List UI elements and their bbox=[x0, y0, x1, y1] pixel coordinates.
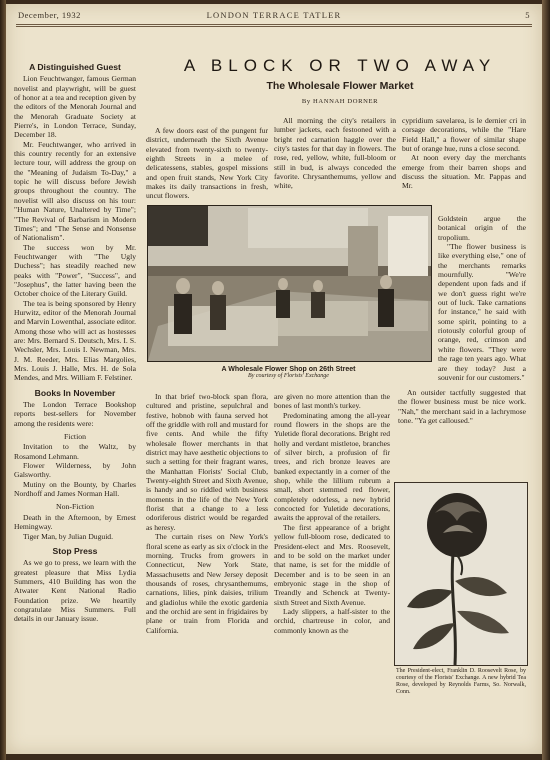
page-edge bbox=[542, 0, 550, 760]
header-rule bbox=[16, 24, 532, 25]
article-column-3-top bbox=[402, 116, 526, 191]
magazine-name: LONDON TERRACE TATLER bbox=[206, 10, 342, 20]
book-item: Tiger Man, by Julian Duguid. bbox=[23, 531, 114, 541]
books-intro: The London Terrace Bookshop reports best-sellers for November among the residents were: bbox=[14, 400, 136, 428]
books-heading: Books In November bbox=[34, 387, 116, 398]
book-item: Flower Wilderness, by John Galsworthy. bbox=[14, 461, 136, 480]
header-rule-thin bbox=[16, 26, 532, 27]
article-paragraph: Goldstein argue the botanical origin of the tropolium. bbox=[438, 214, 526, 242]
flower-shop-photo bbox=[147, 205, 432, 362]
article-column-1-top bbox=[146, 116, 268, 201]
book-item: Invitation to the Waltz, by Rosamond Lehmann. bbox=[14, 442, 136, 461]
stop-press-text: As we go to press, we learn with the greatest pleasure that Miss Lydia Summers, 410 Building has won the Atwater Kent National Radio Foundation prize. We heartily congratulate Miss Summers. Full details in our January issue. bbox=[14, 558, 136, 624]
left-column bbox=[14, 60, 136, 624]
article-paragraph: At noon every day the merchants emerge from their barren shops and discuss the situation. Mr. Pappas and Mr. bbox=[402, 153, 526, 191]
article-paragraph: "The flower business is like everything else," one of the merchants remarks mournfully. "We're dependent upon fads and if we don't guess right we're out of luck. Take carnations for instance," he said with some spirit, pointing to a riotously colorful group of orange, red, crimson and white flowers. "They were the rage ten years ago. What are they today? Just a souvenir for our customers." bbox=[438, 242, 526, 382]
photo-caption bbox=[146, 366, 431, 379]
rose-caption: The President-elect, Franklin D. Roosevelt Rose, by courtesy of the Florists' Exchange. A new hybrid Tea Rose, developed by Reynolds Farms, So. Norwalk, Conn. bbox=[396, 668, 526, 695]
photo-caption-title: A Wholesale Flower Shop on 26th Street bbox=[221, 366, 356, 373]
article-title: A BLOCK OR TWO AWAY bbox=[183, 56, 497, 75]
guest-heading: A Distinguished Guest bbox=[29, 62, 121, 72]
rose-illustration bbox=[395, 483, 527, 665]
article-paragraph: All morning the city's retailers in lumber jackets, each festooned with a bright red carnation haggle over the city's tastes for that day in flowers. The rose, red, yellow, white, full-bloom or still in bud, is always conceded the favorite. Chrysanthemums, yellow and white, bbox=[274, 116, 396, 191]
stop-press-heading: Stop Press bbox=[52, 545, 98, 556]
running-header bbox=[18, 10, 530, 24]
article-paragraph: are given no more attention than the bones of last month's turkey. bbox=[274, 392, 390, 411]
fiction-heading: Fiction bbox=[63, 432, 87, 442]
article-column-3-side bbox=[438, 214, 526, 382]
article-column-2-bottom bbox=[274, 392, 390, 635]
page-number: 5 bbox=[525, 10, 530, 20]
article-paragraph: The first appearance of a bright yellow full-bloom rose, dedicated to President-elect and Mrs. Roosevelt, and to be sold on the market under that name, is set for the middle of December and is to be seen in an embryonic stage in the shop of Treandly and Schenck at Twenty-sixth Street and Sixth Avenue. bbox=[274, 522, 390, 607]
article-subtitle: The Wholesale Flower Market bbox=[266, 80, 414, 92]
article-paragraph: cypridium savelarea, is le dernier cri in corsage decorations, while the "Hare Field Hall," a flower of similar shape but of orange hue, runs a close second. bbox=[402, 116, 526, 154]
article-paragraph: In that brief two-block span flora, cultured and pristine, sepulchral and festive, hobnob with fauna served hot off the griddle with roll and mustard for five cents. And while the fifty wholesale flower merchants in that district may have aesthetic objections to such a setting for their fragrant wares, the Manhattan Florists' Social Club, Twenty-eighth Street and Sixth Avenue, is handy and so riddled with business moments in the life of the New York florist that a change to a less odoriferous district would be regarded as heresy. bbox=[146, 392, 268, 532]
guest-paragraph: The success won by Mr. Feuchtwanger with "The Ugly Duchess"; has steadily reached new peaks with "Power", "Success", and "Josephus", the latter having been the October choice of the Literary Guild. bbox=[14, 242, 136, 299]
article-column-3-bottom bbox=[398, 388, 526, 425]
roosevelt-rose-photo bbox=[394, 482, 528, 666]
article-paragraph: Predominating among the all-year round flowers in the shops are the Yuletide floral decorations. Bright red holly and verdant mistletoe, branches of silver birch, a profusion of fir trees, and rich bronze leaves are banked expectantly in a corner of the shop, while the lillium rubrum a small, short stemmed red flower, completely odorless, a new hybrid concocted for Yuletide decorations, awaits the approval of the retailers. bbox=[274, 410, 390, 523]
article-paragraph: An outsider tactfully suggested that the flower business must be nice work. "Nah," the merchant said in a lachrymose tone. "Ya get calloused." bbox=[398, 388, 526, 426]
photo-caption-credit: By courtesy of Florists' Exchange bbox=[248, 373, 329, 379]
book-item: Death in the Afternoon, by Ernest Hemingway. bbox=[14, 512, 136, 532]
article-column-1-bottom bbox=[146, 392, 268, 635]
article-byline: By HANNAH DORNER bbox=[301, 98, 379, 105]
article-column-2-top bbox=[274, 116, 396, 191]
article-paragraph: The curtain rises on New York's floral scene as early as six o'clock in the morning. Trucks from growers in Connecticut, New York State, Massachusetts and New Jersey deposit thousands of roses, chrysanthemums, carnations, lilies, pink daisies, trilium and gladiolus while the exotic gardenia and the orchid are sent in frigidaires by plane or train from Florida and California. bbox=[146, 532, 268, 635]
article-paragraph: A few doors east of the pungent fur district, underneath the Sixth Avenue elevated from twenty-sixth to twenty-eighth Streets in a melee of delicatessens, stables, gospel missions and open fruit stands, New York City makes its daily transactions in fresh, uncut flowers. bbox=[146, 126, 268, 201]
book-item: Mutiny on the Bounty, by Charles Nordhoff and James Norman Hall. bbox=[14, 479, 136, 499]
nonfiction-heading: Non-Fiction bbox=[55, 502, 95, 512]
flower-shop-illustration bbox=[148, 206, 431, 361]
guest-paragraph: Mr. Feuchtwanger, who arrived in this country recently for an extensive lecture tour, will address the group on the "Meaning of Judaism To-Day," a topic he will discuss before Jewish groups throughout the country. The novelist will also discuss on his tour: "Human Nature, Unaltered by Time"; "The Revival of Barbarism in Modern Times"; and "The Sense and Nonsense of Nationalism". bbox=[14, 139, 136, 243]
guest-paragraph: Lion Feuchtwanger, famous German novelist and playwright, will be guest of honor at a tea and reception given by the editors of the Menorah Journal and the Menorah Graduate Society at Pierre's, in London Terrace, Sunday, December 18. bbox=[14, 74, 136, 140]
guest-paragraph: The tea is being sponsored by Henry Hurwitz, editor of the Menorah Journal and Marvin Lowenthal, associate editor. Among those who will act as hostesses are: Mrs. Bernard S. Deutsch, Mrs. I. S. Wechsler, Mrs. Louis I. Newman, Mrs. J. M. Reeder, Mrs. Elias Margolies, Mrs. Louis J. Halle, Mrs. H. de Sola Mendes, and Mrs. William F. Felstiner. bbox=[14, 298, 136, 383]
article-paragraph: Lady slippers, a half-sister to the orchid, chartreuse in color, and commonly known as the bbox=[274, 606, 390, 635]
issue-date: December, 1932 bbox=[18, 10, 81, 20]
